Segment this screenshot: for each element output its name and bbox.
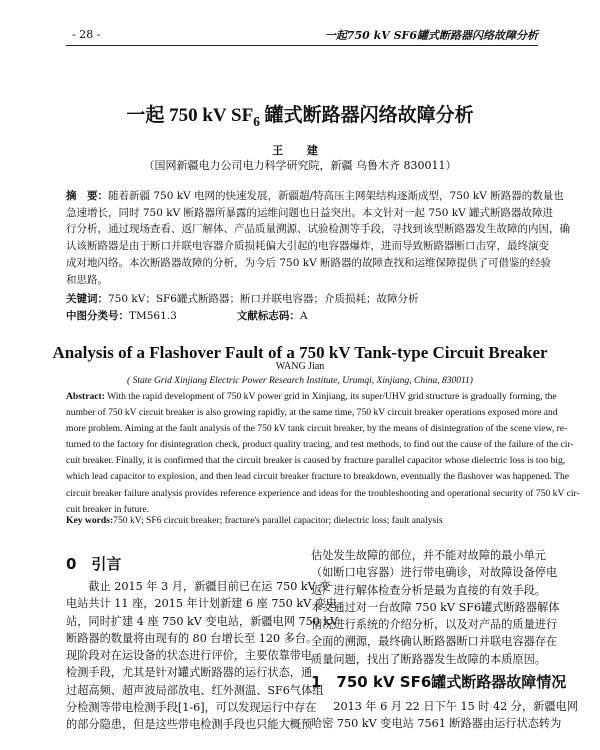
text-line: more problem. Aiming at the fault analysis of the 750 kV tank circuit breaker, by the means of disintegration of the scene view, re-: [66, 423, 568, 435]
text-line: 的部分隐患，但是这些带电检测手段也只能大概预: [66, 718, 313, 732]
text-line: 和思路。: [66, 273, 108, 286]
text-line: 断路器的数量将由现有的 80 台增长至 120 多台。: [66, 631, 318, 645]
text-line: 摘 要：随着新疆 750 kV 电网的快速发展，新疆超/特高压主网架结构逐渐成型，750 kV 断路器的数量也: [66, 190, 564, 202]
text-line: 2013 年 6 月 22 日下午 15 时 42 分，新疆电网: [311, 700, 578, 713]
author: 王 建: [272, 144, 328, 157]
abstract-label: Abstract:: [66, 391, 105, 402]
text-line: which lead capacitor to explosion, and then lead circuit breaker fracture to breakdown, eventually the flashover was happened. The: [66, 471, 570, 483]
english-title: Analysis of a Flashover Fault of a 750 kV Tank-type Circuit Breaker: [52, 343, 548, 362]
cn-keywords: 关键词：750 kV；SF6罐式断路器；断口并联电容器；介质损耗；故障分析: [66, 293, 419, 305]
text-line: 哈密 750 kV 变电站 7561 断路器由运行状态转为: [311, 717, 562, 731]
section-1-body: [311, 698, 578, 733]
page-number: - 28 -: [72, 28, 101, 41]
text-line: 全面的溯源，最终确认断路器断口并联电容器存在: [311, 635, 558, 649]
english-affiliation: ( State Grid Xinjiang Electric Power Research Institute, Urumqi, Xinjiang, China, 830011): [127, 376, 473, 386]
text-line: 质量问题，找出了断路器发生故障的本质原因。: [311, 652, 546, 666]
text-line: 站，同时扩建 4 座 750 kV 变电站，新疆电网 750 kV: [66, 614, 339, 628]
text-line: turned to the factory for disintegration check, product quality tracing, and test methods, to find out the cause of the failure of the cir-: [66, 439, 574, 451]
cn-classification: 中图分类号：TM561.3 文献标志码：A: [66, 310, 308, 322]
text-line: cuit breaker in future.: [66, 503, 150, 515]
text-line: Abstract: With the rapid development of 750 kV power grid in Xinjiang, its super/UHV grid structure is gradually forming, the: [66, 391, 557, 402]
text-line: 情况进行系统的介绍分析，以及对产品的质量进行: [311, 618, 558, 632]
text-line: 现阶段对在运设备的状态进行评价，主要依靠带电: [66, 649, 313, 663]
header-rule: [66, 45, 538, 46]
text-line: 返厂进行解体检查分析是最为直接的有效手段。: [311, 583, 546, 597]
paper-title: 一起 750 kV $SF_6$ 罐式断路器闪络故障分析: [126, 105, 474, 129]
text-line: cuit breaker. Finally, it is confirmed that the circuit breaker is caused by fracture parallel capacitor whose dielectric loss is too big,: [66, 455, 566, 467]
english-keywords: Key words:750 kV; SF6 circuit breaker; fracture's parallel capacitor; dielectric loss; fault analysis: [66, 515, 443, 526]
text-line: 行分析，通过现场查看、返厂解体、产品质量溯源、试验检测等手段，寻找到该型断路器发生故障的内因，确: [66, 223, 570, 236]
text-line: （如断口电容器）进行带电确诊，对故障设备停电: [311, 566, 558, 580]
text-line: circuit breaker failure analysis provides reference experience and ideas for the troubleshooting and operational security of 750 kV cir-: [66, 487, 580, 499]
text-line: 过超高频、超声波局部放电、红外测温、SF6气体组: [66, 683, 324, 697]
text-line: 成对地闪络。本次断路器故障的分析，为今后 750 kV 断路器的故障查找和运维保障提供了可借鉴的经验: [66, 256, 551, 269]
text-line: 分检测等带电检测手段[1-6]，可以发现运行中存在: [66, 701, 317, 715]
section-0-left-column: [66, 578, 339, 734]
affiliation: （国网新疆电力公司电力科学研究院，新疆 乌鲁木齐 830011）: [143, 159, 457, 172]
english-author: WANG Jian: [275, 361, 325, 372]
section-1-heading: 1 750 kV SF6罐式断路器故障情况: [311, 673, 567, 691]
text-line: 急速增长，同时 750 kV 断路器所暴露的运维问题也日益突出。本文针对一起 750 kV 罐式断路器故障进: [66, 206, 553, 219]
text-line: 估处发生故障的部位，并不能对故障的最小单元: [311, 549, 546, 562]
text-line: 认该断路器是由于断口并联电容器介质损耗偏大引起的电容器爆炸，进而导致断路器断口击穿，最终演变: [66, 240, 549, 253]
running-title: 一起750 kV SF6罐式断路器闪络故障分析: [324, 29, 538, 42]
text-line: 检测手段，尤其是针对罐式断路器的运行状态，通: [66, 666, 313, 680]
english-abstract: [66, 389, 580, 518]
cn-abstract: [66, 188, 570, 288]
section-0-heading: 0 引言: [66, 555, 122, 573]
text-line: 截止 2015 年 3 月，新疆目前已在运 750 kV 变: [66, 580, 331, 593]
text-line: 本文通过对一台故障 750 kV SF6罐式断路器解体: [311, 600, 560, 614]
abstract-label: 摘 要：: [66, 190, 108, 202]
section-0-right-column: [311, 547, 560, 668]
text-line: 电站共计 11 座，2015 年计划新建 6 座 750 kV 变电: [66, 597, 338, 611]
text-line: number of 750 kV circuit breaker is also growing rapidly, at the same time, 750 kV circuit breaker operations exposed more and: [66, 407, 558, 419]
